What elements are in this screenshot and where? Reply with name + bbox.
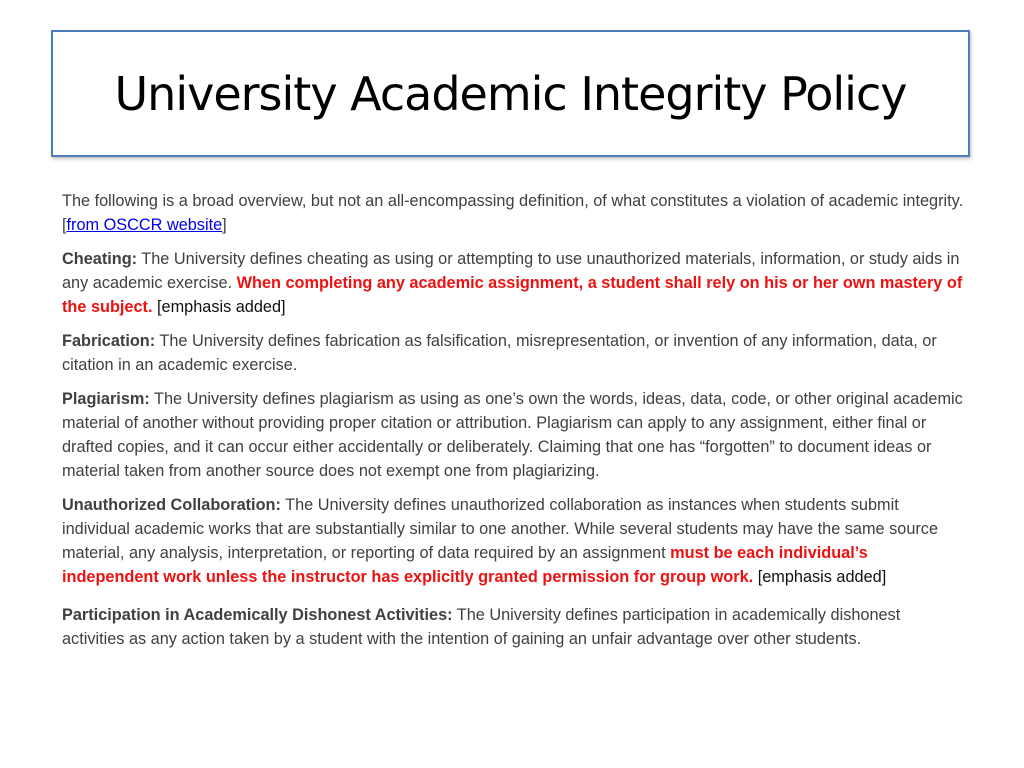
participation-text: The University defines participation in academically dishonest activities as any action taken by a student with the intention of gaining an unfair advantage over other students. — [62, 606, 901, 648]
collaboration-note: [emphasis added] — [753, 568, 887, 586]
collaboration-term: Unauthorized Collaboration: — [62, 496, 281, 514]
slide-title: University Academic Integrity Policy — [114, 66, 907, 121]
plagiarism-paragraph — [62, 387, 967, 483]
fabrication-term: Fabrication: — [62, 332, 156, 350]
cheating-emphasis: When completing any academic assignment, a student shall rely on his or her own mastery of the subject. — [62, 274, 963, 316]
collaboration-text: The University defines unauthorized collaboration as instances when students submit individual academic works that are substantially similar to one another. While several students may have the same source material, any analysis, interpretation, or reporting of data required by an assignment — [62, 496, 938, 562]
osccr-website-link[interactable]: from OSCCR website — [66, 216, 223, 234]
fabrication-paragraph — [62, 329, 967, 377]
fabrication-text: The University defines fabrication as falsification, misrepresentation, or invention of any information, data, or citation in an academic exercise. — [62, 332, 937, 374]
collaboration-emphasis: must be each individual’s independent work unless the instructor has explicitly granted permission for group work. — [62, 544, 868, 586]
participation-paragraph — [62, 603, 967, 651]
cheating-paragraph — [62, 247, 967, 319]
collaboration-paragraph — [62, 493, 967, 589]
intro-text-after: ] — [222, 216, 227, 234]
cheating-text: The University defines cheating as using or attempting to use unauthorized materials, information, or study aids in any academic exercise. — [62, 250, 960, 292]
cheating-note: [emphasis added] — [152, 298, 286, 316]
plagiarism-term: Plagiarism: — [62, 390, 150, 408]
policy-content — [62, 189, 967, 661]
participation-term: Participation in Academically Dishonest Activities: — [62, 606, 453, 624]
cheating-term: Cheating: — [62, 250, 138, 268]
intro-paragraph — [62, 189, 967, 237]
title-box — [51, 30, 970, 157]
plagiarism-text: The University defines plagiarism as using as one’s own the words, ideas, data, code, or other original academic material of another without providing proper citation or attribution. Plagiarism can apply to any assignment, either final or drafted copies, and it can occur either accidentally or deliberately. Claiming that one has “forgotten” to document ideas or material taken from another source does not exempt one from plagiarizing. — [62, 390, 963, 480]
intro-text: The following is a broad overview, but not an all-encompassing definition, of what constitutes a violation of academic integrity. [ — [62, 192, 964, 234]
